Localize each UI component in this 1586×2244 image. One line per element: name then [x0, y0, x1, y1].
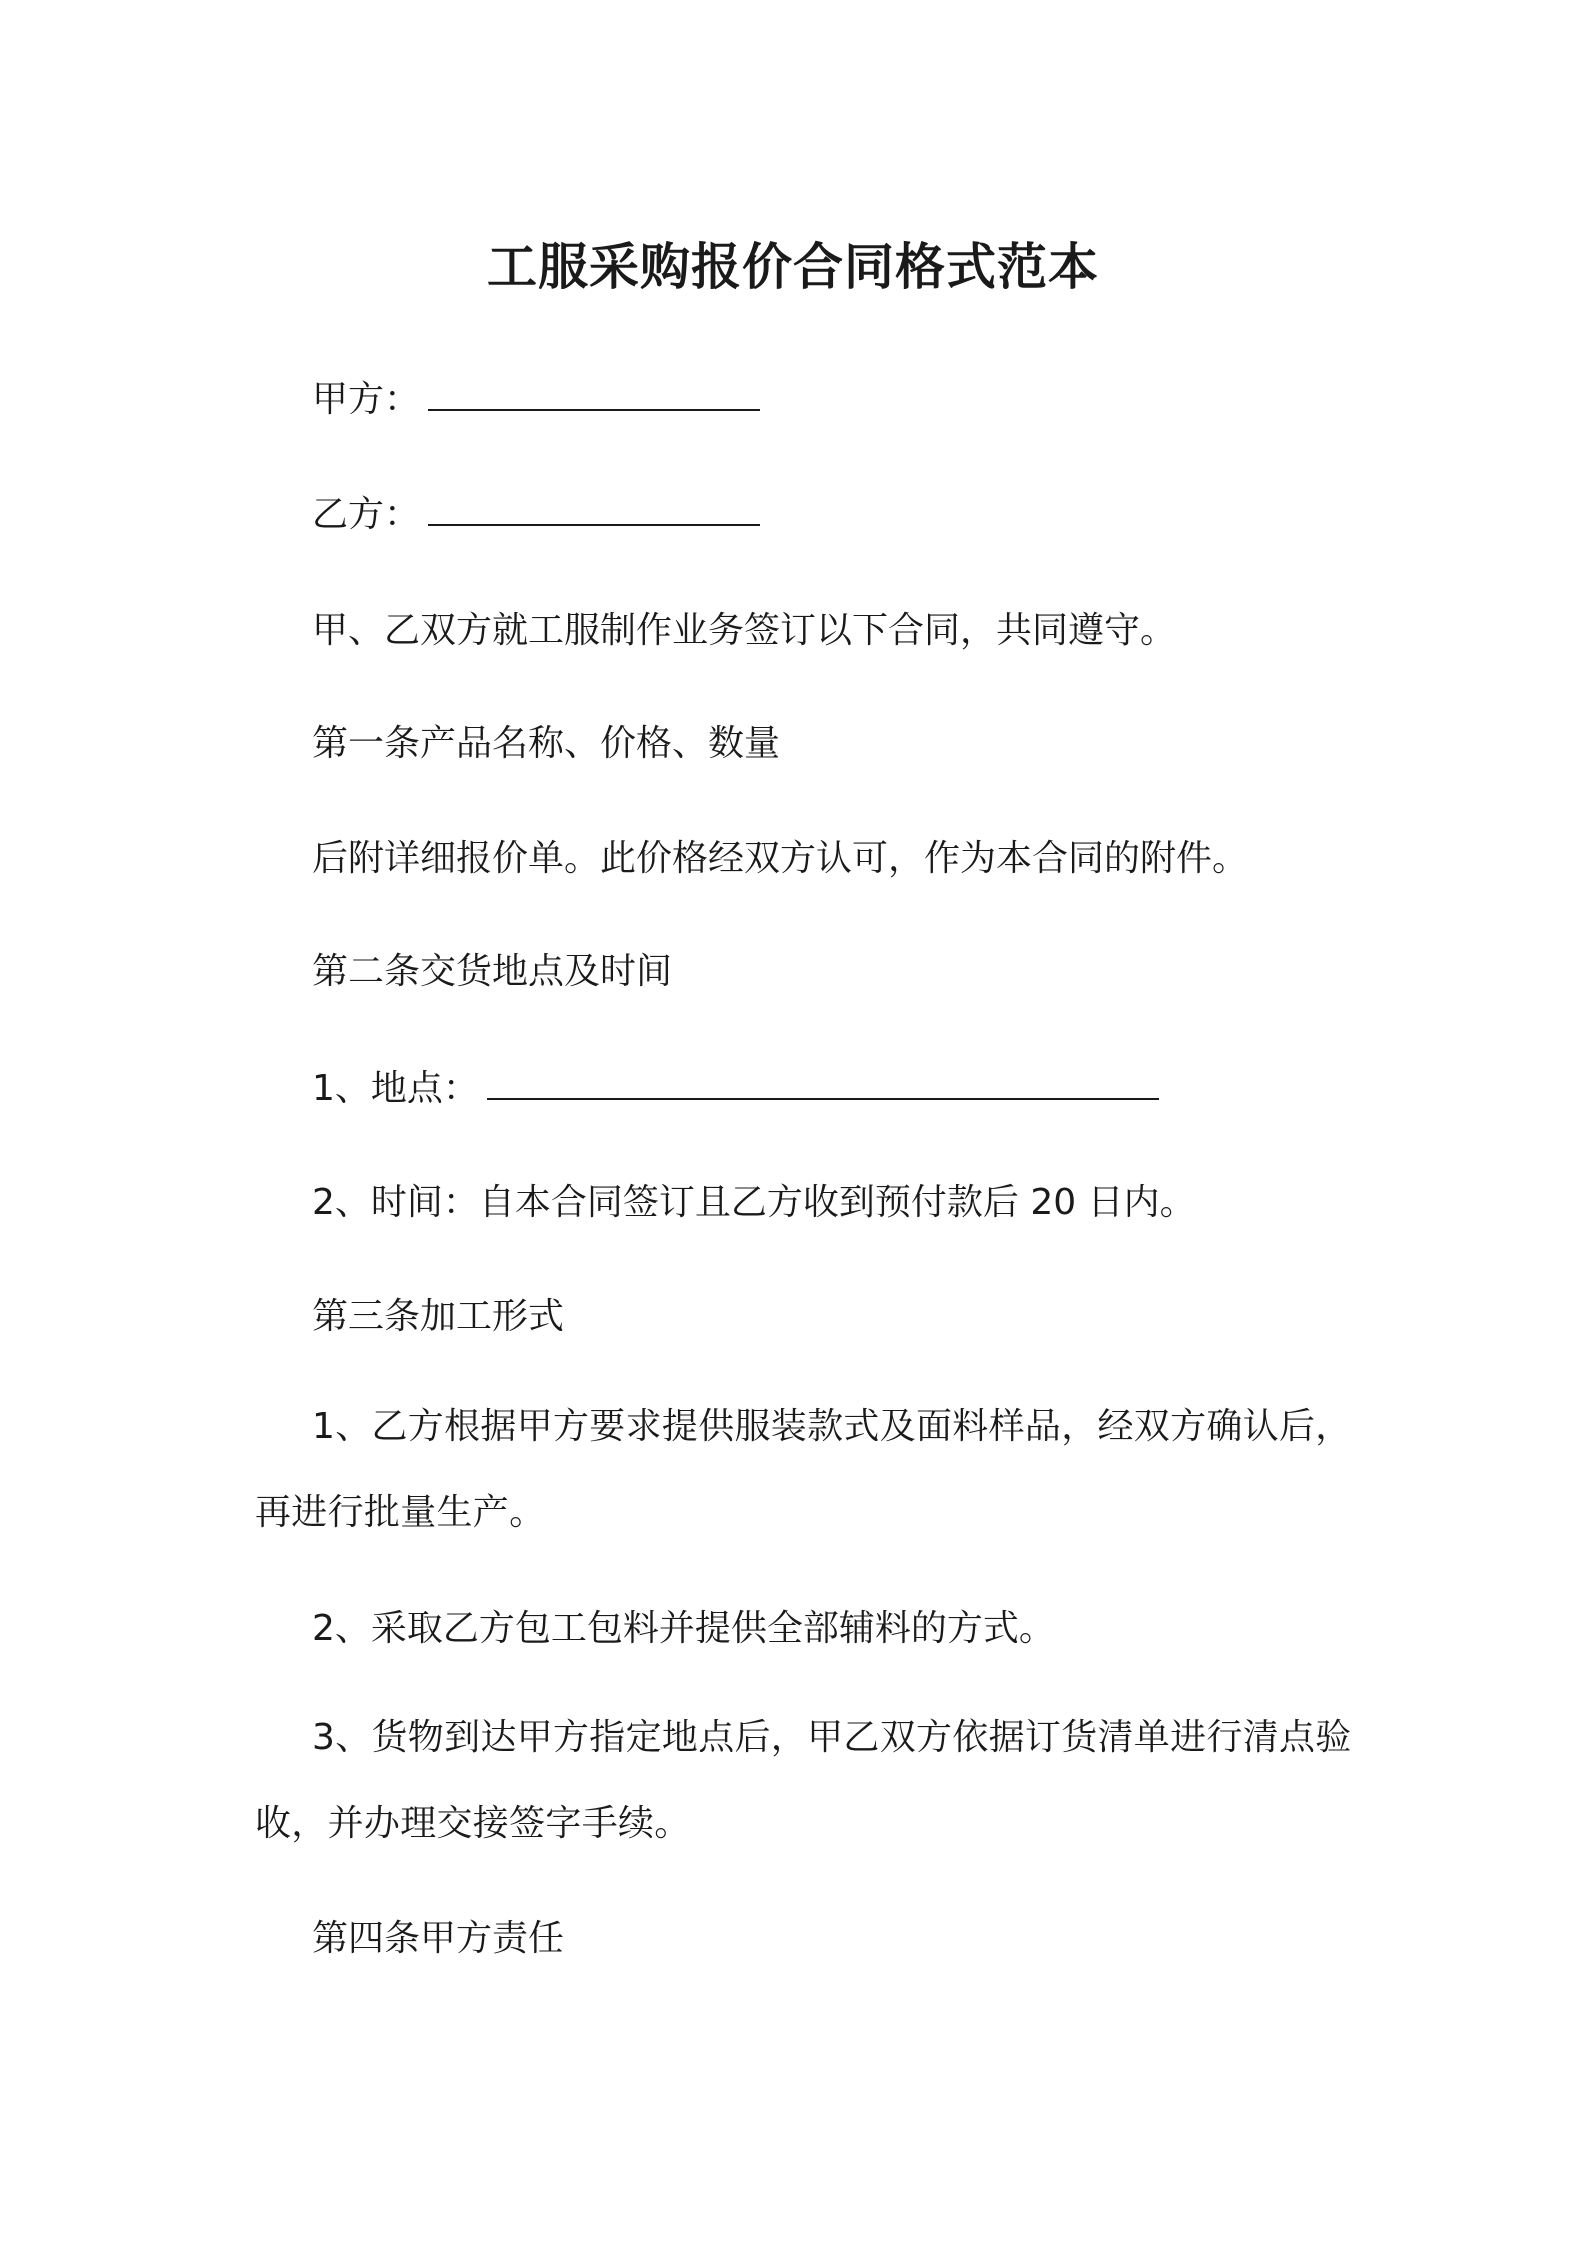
article-3-item-1: 1、乙方根据甲方要求提供服装款式及面料样品，经双方确认后，再进行批量生产。 — [255, 1406, 1352, 1533]
intro-paragraph: 甲、乙双方就工服制作业务签订以下合同，共同遵守。 — [312, 610, 1177, 651]
article-1-heading: 第一条产品名称、价格、数量 — [312, 723, 781, 764]
article-2-item-2: 2、时间：自本合同签订且乙方收到预付款后 20 日内。 — [312, 1182, 1196, 1223]
article-3-item-3: 3、货物到达甲方指定地点后，甲乙双方依据订货清单进行清点验收，并办理交接签字手续。 — [255, 1717, 1352, 1844]
party-a-line — [312, 373, 760, 427]
party-b-blank — [428, 494, 760, 526]
article-3-item-2: 2、采取乙方包工包料并提供全部辅料的方式。 — [312, 1608, 1055, 1649]
party-a-label: 甲方： — [312, 379, 421, 420]
party-a-blank — [428, 379, 760, 411]
article-4-heading: 第四条甲方责任 — [312, 1918, 565, 1959]
document-title: 工服采购报价合同格式范本 — [487, 238, 1099, 296]
article-3-heading: 第三条加工形式 — [312, 1296, 565, 1337]
article-2-item-1 — [312, 1062, 1159, 1116]
article-1-text: 后附详细报价单。此价格经双方认可，作为本合同的附件。 — [312, 838, 1249, 879]
location-blank — [487, 1068, 1159, 1100]
party-b-line — [312, 488, 760, 542]
party-b-label: 乙方： — [312, 494, 421, 535]
article-2-heading: 第二条交货地点及时间 — [312, 951, 673, 992]
location-label: 1、地点： — [312, 1068, 479, 1109]
